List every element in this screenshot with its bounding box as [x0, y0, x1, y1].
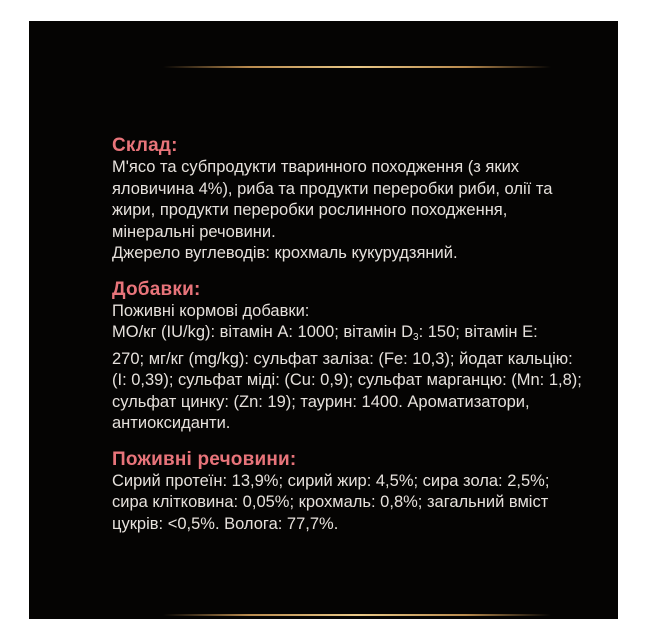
subscript: 3 [413, 332, 419, 343]
section-heading: Добавки: [112, 278, 201, 300]
text-fragment: : 150; вітамін Е: [418, 323, 538, 341]
text-line [112, 322, 632, 349]
text-line: сира клітковина: 0,05%; крохмаль: 0,8%; загальний вміст [112, 493, 549, 511]
content [112, 134, 632, 548]
section-heading: Поживні речовини: [112, 448, 297, 470]
text-line: яловичина 4%), риба та продукти переробки риби, олії та [112, 179, 553, 198]
text-line: сульфат цинку: (Zn: 19); таурин: 1400. Ароматизатори, [112, 392, 530, 411]
section-composition [112, 134, 632, 265]
text-line: жири, продукти переробки рослинного походження, [112, 201, 508, 219]
text-line: Поживні кормові добавки: [112, 301, 310, 320]
text-line: Джерело вуглеводів: крохмаль кукурудзяний. [112, 244, 458, 262]
text-line: Сирий протеїн: 13,9%; сирий жир: 4,5%; сира зола: 2,5%; [112, 471, 550, 490]
text-line: М'ясо та субпродукти тваринного походження (з яких [112, 158, 520, 176]
top-gold-divider [163, 66, 551, 68]
info-panel [29, 21, 618, 619]
text-line: (I: 0,39); сульфат міді: (Cu: 0,9); сульфат марганцю: (Mn: 1,8); [112, 371, 582, 389]
text-fragment: МО/кг (IU/kg): вітамін А: 1000; вітамін D [112, 323, 413, 341]
section-heading: Склад: [112, 135, 178, 156]
text-line: цукрів: <0,5%. Волога: 77,7%. [112, 514, 339, 533]
bottom-gold-divider [163, 614, 551, 616]
text-line: мінеральні речовини. [112, 222, 276, 241]
section-nutrients [112, 448, 632, 536]
text-line: 270; мг/кг (mg/kg): сульфат заліза: (Fe: 10,3); йодат кальцію: [112, 349, 573, 368]
text-line: антиоксиданти. [112, 414, 231, 432]
section-additives [112, 278, 632, 435]
